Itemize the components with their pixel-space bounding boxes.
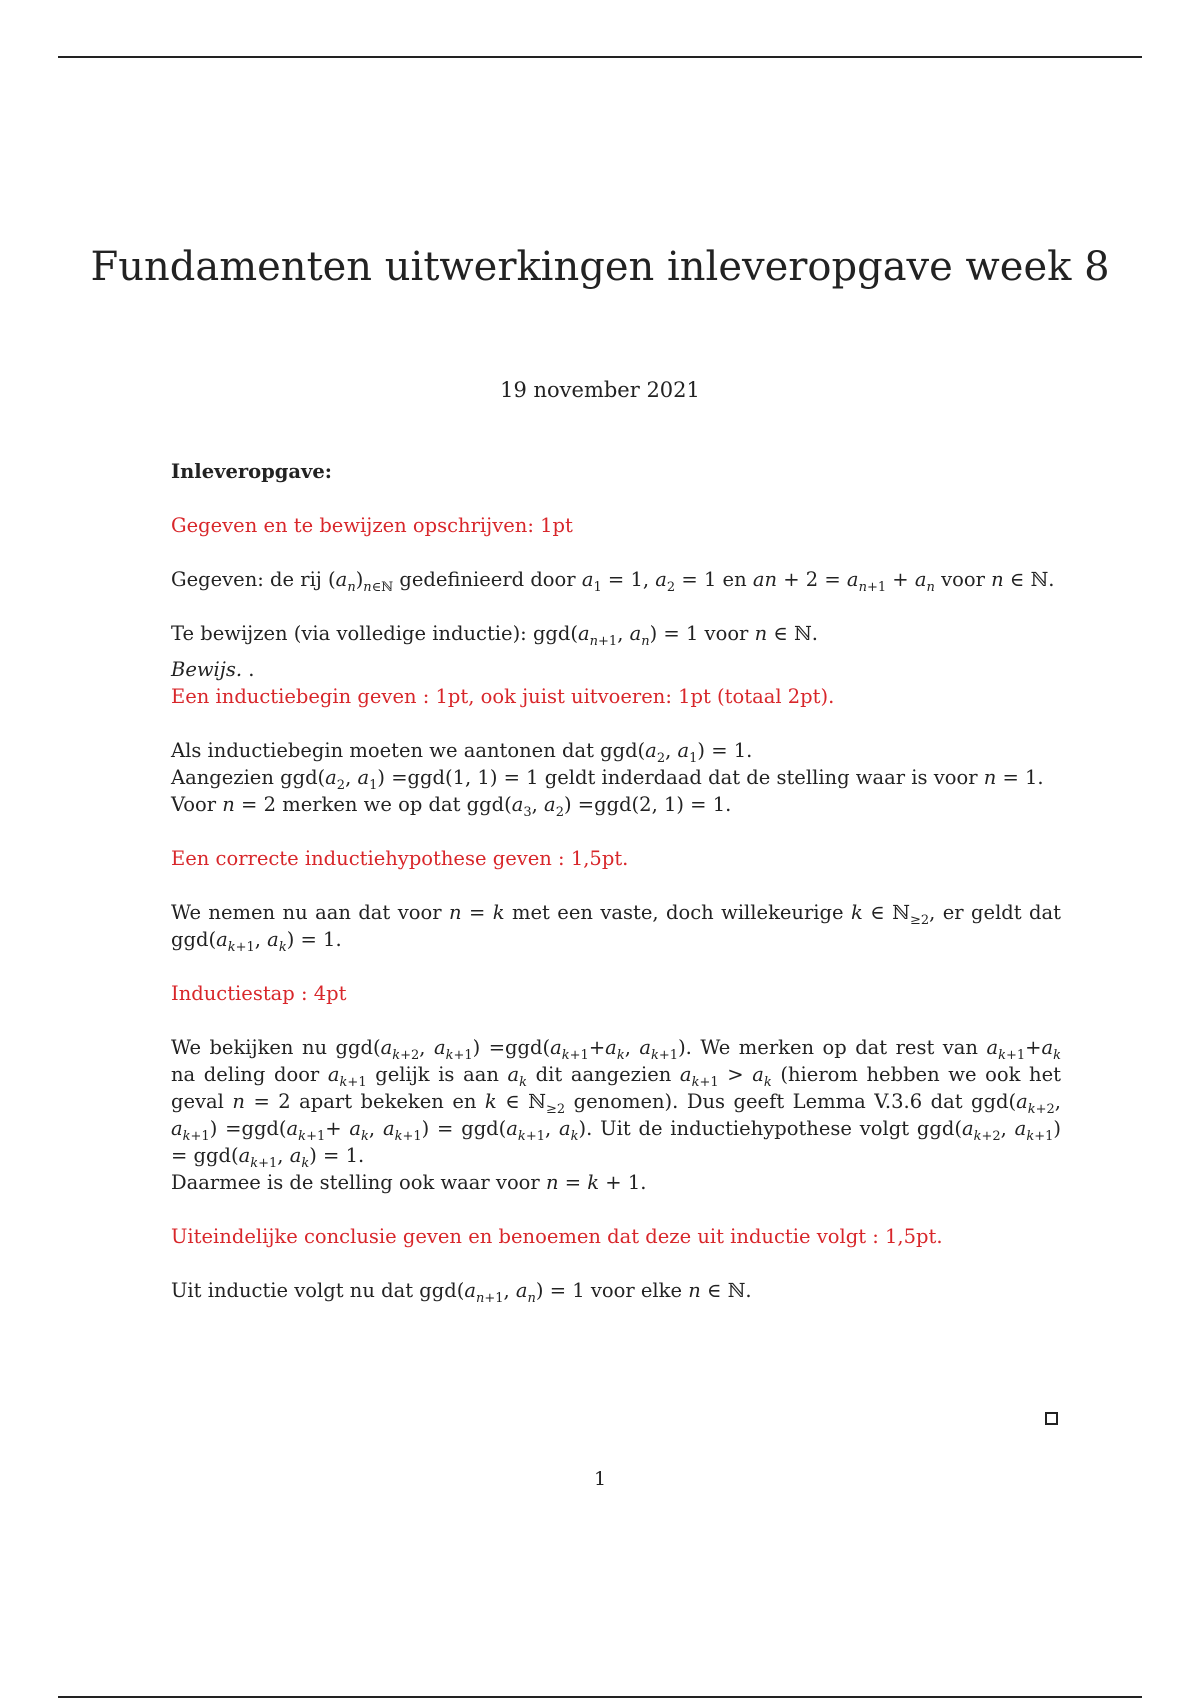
qed-square-icon: [1045, 1412, 1058, 1425]
page-number: 1: [593, 1468, 607, 1490]
proof-label: Bewijs. .: [171, 658, 255, 681]
conclusion: Uit inductie volgt nu dat $ggd(a_{n+1}$, $a_n) = 1$ voor elke n ∈ ℕ.: [171, 1279, 752, 1306]
given-text: de rij $(a_n)_{n\in ℕ}$ gedefinieerd door $a_1 = 1$, $a_2 = 1$ en an + $2 = a_{n+1} + a_n$ voor n ∈ ℕ.: [263, 568, 1055, 595]
document-date: 19 november 2021: [500, 378, 700, 402]
step-paragraph: We bekijken nu $ggd(a_{k+2}$, $a_{k+1}) =ggd(a_{k+1}+a_k$, $a_{k+1}$). We merken op dat rest van $a_{k+1}+a_k$ na deling door $a_{k+1}$ gelijk is aan $a_k$ dit aangezien $a_{k+1} > a_k$ (hierom hebben we ook het geval n = 2 apart bekeken en k ∈ ℕ$_{\ge 2}$ genomen). Dus geeft Lemma V.3.6 dat $ggd(a_{k+2}$, $a_{k+1}) =ggd(a_{k+1}+ a_k$, $a_{k+1}) = ggd(a_{k+1}$, $a_k$). Uit de inductiehypothese volgt $ggd(a_{k+2}$, $a_{k+1}) = ggd(a_{k+1}$, $a_k) = 1$.: [171, 1036, 1062, 1171]
rubric-given: Gegeven en te bewijzen opschrijven: 1pt: [171, 514, 573, 537]
to-prove: Te bewijzen (via volledige inductie): $ggd(a_{n+1}$, $a_n) = 1$ voor n ∈ ℕ.: [171, 622, 818, 649]
base-line-3: Voor n = 2 merken we op dat $ggd(a_3$, $a_2) =ggd(2$, 1) = 1.: [171, 793, 732, 820]
base-line-2: Aangezien $ggd(a_2$, $a_1) =ggd(1$, 1) = 1 geldt inderdaad dat de stelling waar is voor n = 1.: [171, 766, 1044, 793]
given-paragraph: [171, 566, 1061, 593]
section-heading: Inleveropgave:: [171, 460, 332, 483]
top-rule: [58, 56, 1142, 58]
base-line-1: Als inductiebegin moeten we aantonen dat $ggd(a_2$, $a_1) = 1$.: [171, 739, 753, 766]
document-body: [171, 458, 1061, 1304]
hypothesis-paragraph: We nemen nu aan dat voor n = k met een vaste, doch willekeurige k ∈ ℕ$_{\ge 2}$, er geldt dat $ggd(a_{k+1}$, $a_k) = 1$.: [171, 901, 1061, 955]
given-label: Gegeven:: [171, 568, 264, 591]
rubric-conclusion: Uiteindelijke conclusie geven en benoemen dat deze uit inductie volgt : 1,5pt.: [171, 1225, 943, 1248]
rubric-step: Inductiestap : 4pt: [171, 982, 347, 1005]
rubric-hypothesis: Een correcte inductiehypothese geven : 1,5pt.: [171, 847, 629, 870]
document-title: Fundamenten uitwerkingen inleveropgave week 8: [90, 244, 1110, 290]
step-conclusion: Daarmee is de stelling ook waar voor n = k + 1.: [171, 1171, 647, 1194]
bottom-rule: [58, 1696, 1142, 1698]
rubric-base: Een inductiebegin geven : 1pt, ook juist uitvoeren: 1pt (totaal 2pt).: [171, 685, 835, 708]
